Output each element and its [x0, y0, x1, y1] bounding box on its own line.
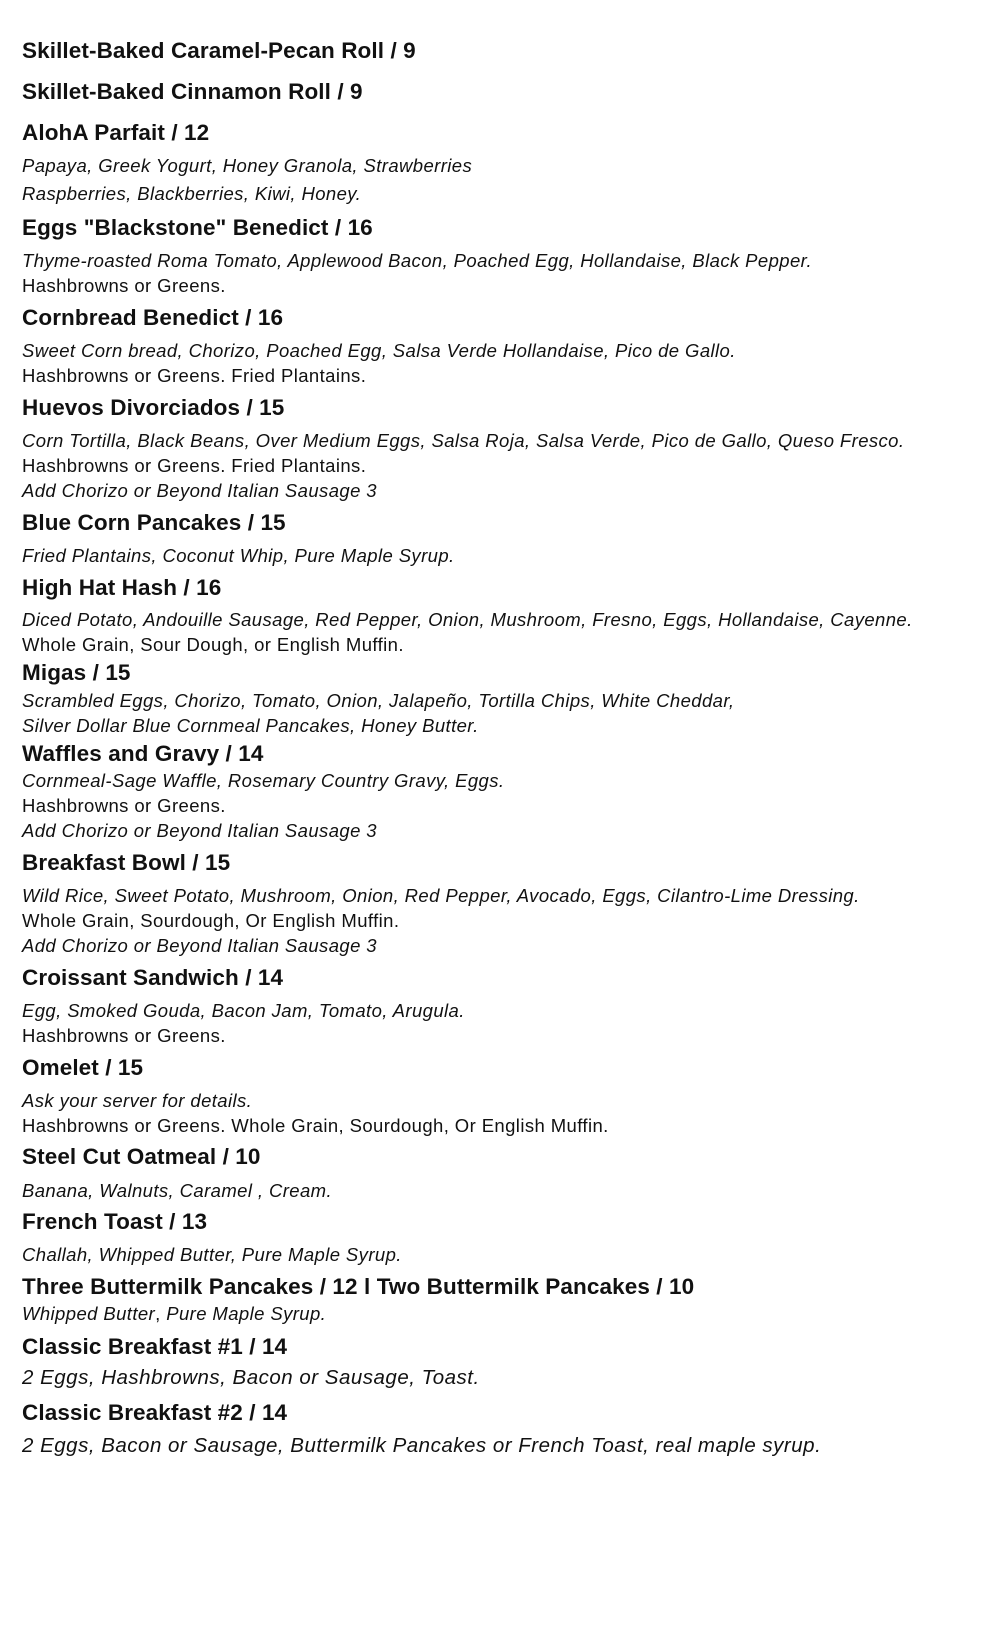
item-description: 2 Eggs, Hashbrowns, Bacon or Sausage, Toast. — [22, 1366, 480, 1389]
item-title: AlohA Parfait / 12 — [22, 120, 210, 145]
item-description: Scrambled Eggs, Chorizo, Tomato, Onion, Jalapeño, Tortilla Chips, White Cheddar, — [22, 690, 735, 711]
item-addon: Add Chorizo or Beyond Italian Sausage 3 — [22, 480, 377, 501]
item-description: Corn Tortilla, Black Beans, Over Medium Eggs, Salsa Roja, Salsa Verde, Pico de Gallo, Queso Fresco. — [22, 430, 905, 451]
item-addon: Add Chorizo or Beyond Italian Sausage 3 — [22, 935, 377, 956]
item-title: Omelet / 15 — [22, 1055, 144, 1080]
item-sides: Whole Grain, Sour Dough, or English Muffin. — [22, 634, 404, 655]
item-sides: Hashbrowns or Greens. Fried Plantains. — [22, 455, 367, 476]
item-title: Waffles and Gravy / 14 — [22, 741, 264, 766]
item-description: Silver Dollar Blue Cornmeal Pancakes, Honey Butter. — [22, 715, 479, 736]
item-description-comma: , — [155, 1303, 161, 1324]
item-sides: Hashbrowns or Greens. — [22, 795, 226, 816]
item-title: French Toast / 13 — [22, 1209, 208, 1234]
item-description: Papaya, Greek Yogurt, Honey Granola, Strawberries — [22, 155, 473, 176]
item-title: Huevos Divorciados / 15 — [22, 395, 285, 420]
item-description: 2 Eggs, Bacon or Sausage, Buttermilk Pancakes or French Toast, real maple syrup. — [22, 1434, 822, 1457]
item-description: Cornmeal-Sage Waffle, Rosemary Country Gravy, Eggs. — [22, 770, 505, 791]
item-description: Ask your server for details. — [22, 1090, 253, 1111]
item-description-part: Pure Maple Syrup. — [160, 1303, 327, 1324]
item-description: Wild Rice, Sweet Potato, Mushroom, Onion, Red Pepper, Avocado, Eggs, Cilantro-Lime Dressing. — [22, 885, 860, 906]
item-description — [22, 1303, 326, 1325]
item-title: Migas / 15 — [22, 660, 131, 685]
item-title: Cornbread Benedict / 16 — [22, 305, 284, 330]
item-title: Skillet-Baked Caramel-Pecan Roll / 9 — [22, 38, 416, 63]
item-title: Steel Cut Oatmeal / 10 — [22, 1144, 261, 1169]
item-description: Raspberries, Blackberries, Kiwi, Honey. — [22, 183, 362, 204]
item-title: Eggs "Blackstone" Benedict / 16 — [22, 215, 373, 240]
item-description: Thyme-roasted Roma Tomato, Applewood Bacon, Poached Egg, Hollandaise, Black Pepper. — [22, 250, 813, 271]
item-title: Croissant Sandwich / 14 — [22, 965, 284, 990]
item-description: Diced Potato, Andouille Sausage, Red Pepper, Onion, Mushroom, Fresno, Eggs, Hollandaise, Cayenne. — [22, 609, 913, 630]
item-addon: Add Chorizo or Beyond Italian Sausage 3 — [22, 820, 377, 841]
item-title: Classic Breakfast #2 / 14 — [22, 1400, 288, 1425]
item-title: Classic Breakfast #1 / 14 — [22, 1334, 288, 1359]
item-description: Challah, Whipped Butter, Pure Maple Syrup. — [22, 1244, 402, 1265]
item-description: Sweet Corn bread, Chorizo, Poached Egg, Salsa Verde Hollandaise, Pico de Gallo. — [22, 340, 736, 361]
item-sides: Hashbrowns or Greens. Whole Grain, Sourdough, Or English Muffin. — [22, 1115, 609, 1136]
item-title: Breakfast Bowl / 15 — [22, 850, 231, 875]
item-sides: Hashbrowns or Greens. Fried Plantains. — [22, 365, 367, 386]
item-title: High Hat Hash / 16 — [22, 575, 222, 600]
item-sides: Whole Grain, Sourdough, Or English Muffin. — [22, 910, 400, 931]
item-description: Banana, Walnuts, Caramel , Cream. — [22, 1180, 333, 1201]
item-sides: Hashbrowns or Greens. — [22, 275, 226, 296]
item-title: Blue Corn Pancakes / 15 — [22, 510, 286, 535]
item-title: Three Buttermilk Pancakes / 12 l Two Buttermilk Pancakes / 10 — [22, 1274, 695, 1299]
item-description-part: Whipped Butter — [22, 1303, 156, 1324]
item-description: Egg, Smoked Gouda, Bacon Jam, Tomato, Arugula. — [22, 1000, 465, 1021]
item-description: Fried Plantains, Coconut Whip, Pure Maple Syrup. — [22, 545, 455, 566]
item-title: Skillet-Baked Cinnamon Roll / 9 — [22, 79, 363, 104]
item-sides: Hashbrowns or Greens. — [22, 1025, 226, 1046]
